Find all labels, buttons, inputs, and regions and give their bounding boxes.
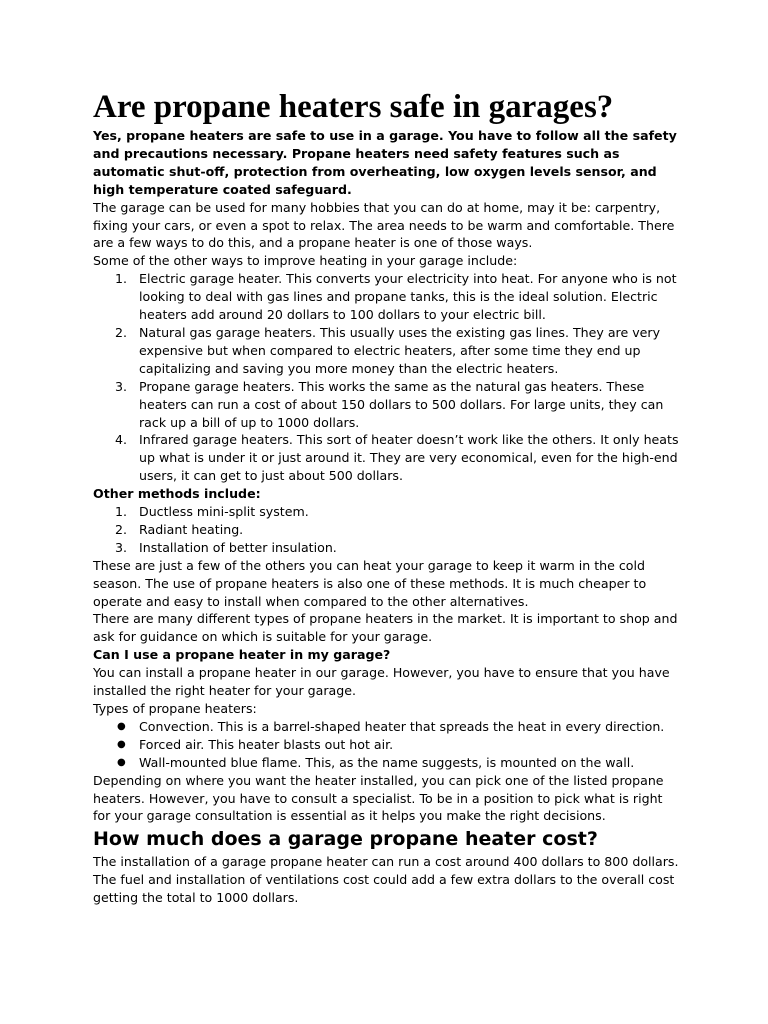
list-item-text: Ductless mini-split system. [139, 504, 309, 520]
heater-types-list [93, 718, 679, 772]
list-item [93, 754, 679, 772]
list-item [93, 539, 679, 557]
list-item-text: Radiant heating. [139, 521, 244, 537]
bullet-icon: ● [117, 738, 126, 750]
bullet-icon: ● [117, 756, 126, 768]
list-number: 3. [115, 378, 128, 394]
cost-heading: How much does a garage propane heater cost? [93, 828, 598, 851]
list-item [93, 521, 679, 539]
heating-options-list [93, 270, 679, 485]
list-number: 2. [115, 521, 128, 537]
list-item-text: Installation of better insulation. [139, 539, 337, 555]
list-item [93, 431, 679, 485]
list-number: 1. [115, 504, 128, 520]
list-item [93, 503, 679, 521]
other-methods-list [93, 503, 679, 557]
paragraph-other-ways: Some of the other ways to improve heating in your garage include: [93, 253, 518, 269]
bullet-icon: ● [117, 720, 126, 732]
list-item-text: Natural gas garage heaters. This usually uses the existing gas lines. They are very expensive but when compared to electric heaters, after some time they end up capitalizing and saving you more money than the electric heaters. [139, 324, 661, 376]
list-number: 4. [115, 432, 128, 448]
types-heading: Types of propane heaters: [93, 701, 257, 716]
list-item-text: Forced air. This heater blasts out hot air. [139, 736, 394, 752]
page-title: Are propane heaters safe in garages? [93, 89, 614, 125]
paragraph-install: You can install a propane heater in our garage. However, you have to ensure that you have installed the right heater for your garage. [93, 665, 670, 699]
question-heading: Can I use a propane heater in my garage? [93, 647, 391, 663]
list-item [93, 324, 679, 378]
list-item [93, 270, 679, 324]
paragraph-cost: The installation of a garage propane heater can run a cost around 400 dollars to 800 dollars. The fuel and installation of ventilations cost could add a few extra dollars to the overall cost getting the total to 1000 dollars. [93, 854, 679, 906]
list-item-text: Convection. This is a barrel-shaped heater that spreads the heat in every direction. [139, 718, 665, 734]
list-item-text: Electric garage heater. This converts your electricity into heat. For anyone who is not looking to deal with gas lines and propane tanks, this is the ideal solution. Electric heaters add around 20 dollars to 100 dollars to your electric bill. [139, 271, 677, 323]
list-number: 2. [115, 324, 128, 340]
list-item [93, 378, 679, 432]
list-item-text: Propane garage heaters. This works the same as the natural gas heaters. These heaters can run a cost of about 150 dollars to 500 dollars. For large units, they can rack up a bill of up to 1000 dollars. [139, 378, 664, 430]
paragraph-depending: Depending on where you want the heater installed, you can pick one of the listed propane heaters. However, you have to consult a specialist. To be in a position to pick what is right for your garage consultation is essential as it helps you make the right decisions. [93, 772, 664, 824]
paragraph-few-others: These are just a few of the others you can heat your garage to keep it warm in the cold season. The use of propane heaters is also one of these methods. It is much cheaper to operate and easy to install when compared to the other alternatives. [93, 557, 647, 609]
list-item [93, 736, 679, 754]
list-number: 3. [115, 539, 128, 555]
list-item [93, 718, 679, 736]
list-number: 1. [115, 271, 128, 287]
paragraph-garage-uses: The garage can be used for many hobbies that you can do at home, may it be: carpentry, fixing your cars, or even a spot to relax. The area needs to be warm and comfortable. There are a few ways to do this, and a propane heater is one of those ways. [93, 199, 675, 251]
list-item-text: Wall-mounted blue flame. This, as the name suggests, is mounted on the wall. [139, 754, 635, 770]
list-item-text: Infrared garage heaters. This sort of heater doesn’t work like the others. It only heats up what is under it or just around it. They are very economical, even for the high-end users, it can get to just about 500 dollars. [139, 432, 679, 484]
paragraph-many-types: There are many different types of propane heaters in the market. It is important to shop and ask for guidance on which is suitable for your garage. [93, 611, 678, 645]
document-page [93, 88, 679, 907]
other-methods-heading: Other methods include: [93, 486, 261, 502]
intro-answer: Yes, propane heaters are safe to use in a garage. You have to follow all the safety and precautions necessary. Propane heaters need safety features such as automatic shut-off, protection from overheating, low oxygen levels sensor, and high temperature coated safeguard. [93, 128, 677, 197]
